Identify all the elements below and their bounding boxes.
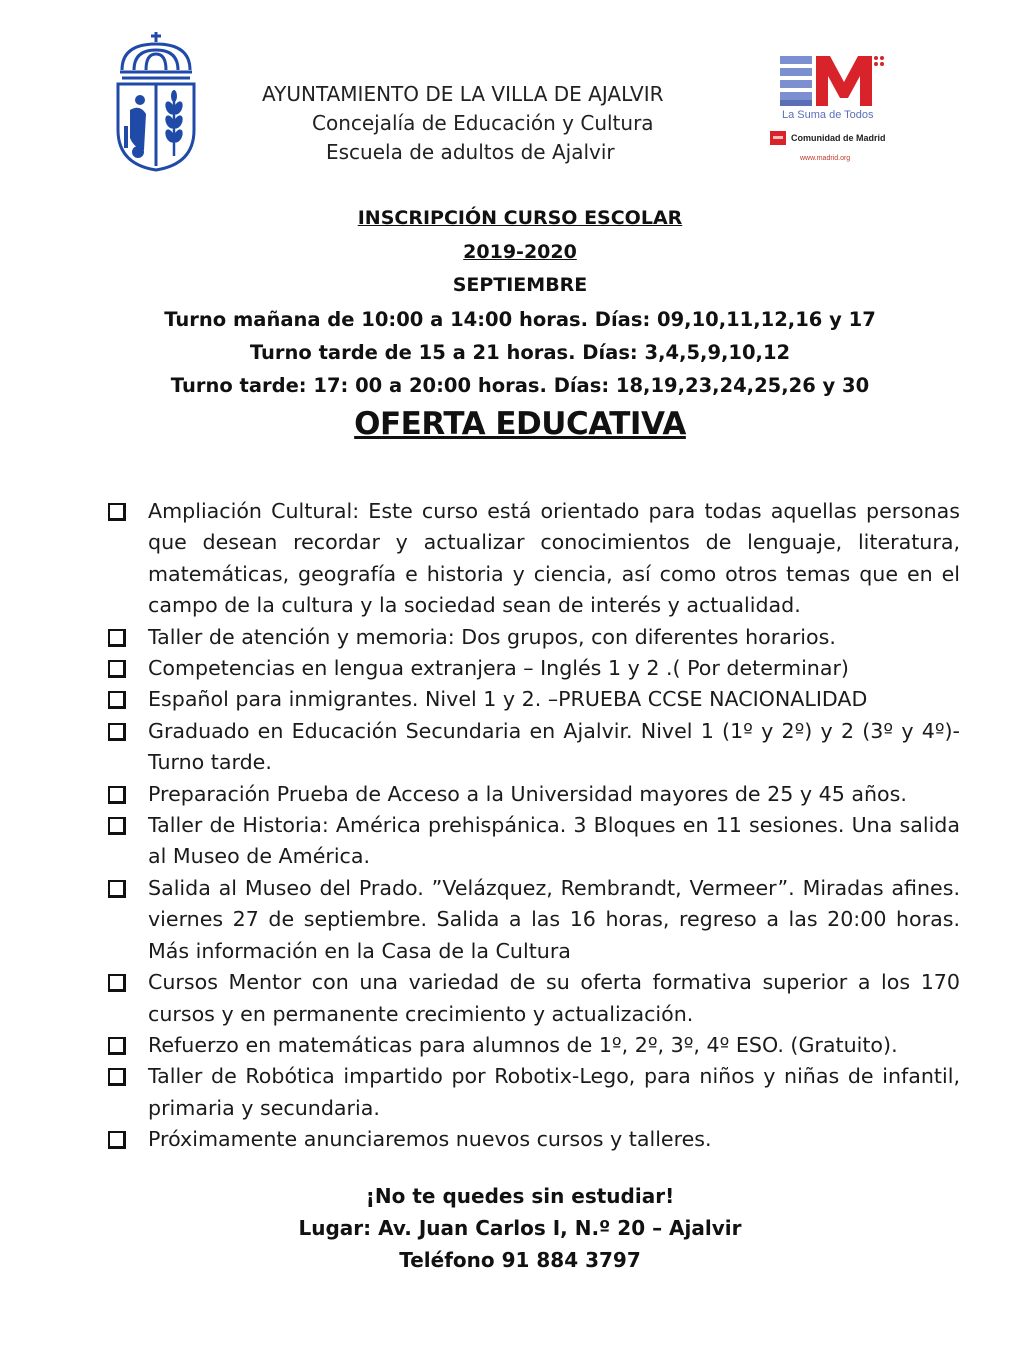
location: Lugar: Av. Juan Carlos I, N.º 20 – Ajalvir: [298, 1216, 742, 1240]
list-item: Taller de Robótica impartido por Robotix-Lego, para niños y niñas de infantil, primaria y secundaria.: [104, 1061, 960, 1124]
checkbox-icon: [108, 817, 126, 835]
cm-identity: [770, 131, 886, 145]
month-heading: SEPTIEMBRE: [452, 274, 588, 296]
checkbox-icon: [108, 691, 126, 709]
list-item: Español para inmigrantes. Nivel 1 y 2. –PRUEBA CCSE NACIONALIDAD: [104, 684, 960, 715]
org-name: AYUNTAMIENTO DE LA VILLA DE AJALVIR: [262, 82, 664, 106]
checkbox-icon: [108, 1037, 126, 1055]
cm-name: Comunidad de Madrid: [791, 133, 886, 143]
afternoon-shift-1: Turno tarde de 15 a 21 horas. Días: 3,4,5,9,10,12: [249, 341, 791, 364]
list-item: Salida al Museo del Prado. ”Velázquez, Rembrandt, Vermeer”. Miradas afines. viernes 27 de septiembre. Salida a las 16 horas, regreso a las 20:00 horas. Más información en la Casa de la Cultura: [104, 873, 960, 967]
madrid-flag-icon: [770, 131, 786, 145]
checkbox-icon: [108, 786, 126, 804]
checkbox-icon: [108, 723, 126, 741]
list-item: Graduado en Educación Secundaria en Ajalvir. Nivel 1 (1º y 2º) y 2 (3º y 4º)- Turno tarde.: [104, 716, 960, 779]
org-department: Concejalía de Educación y Cultura: [312, 111, 654, 135]
morning-shift: Turno mañana de 10:00 a 14:00 horas. Días: 09,10,11,12,16 y 17: [164, 308, 876, 331]
checkbox-icon: [108, 629, 126, 647]
list-item: Taller de Historia: América prehispánica. 3 Bloques en 11 sesiones. Una salida al Museo de América.: [104, 810, 960, 873]
cm-tagline: La Suma de Todos: [782, 109, 874, 121]
cm-url: www.madrid.org: [800, 155, 851, 162]
list-item: Taller de atención y memoria: Dos grupos, con diferentes horarios.: [104, 622, 960, 653]
ajalvir-crest-icon: [110, 30, 202, 172]
checkbox-icon: [108, 660, 126, 678]
school-year: 2019-2020: [463, 241, 577, 263]
phone: Teléfono 91 884 3797: [399, 1248, 641, 1272]
offer-list: [104, 496, 960, 1156]
list-item: Cursos Mentor con una variedad de su oferta formativa superior a los 170 cursos y en permanente crecimiento y actualización.: [104, 967, 960, 1030]
checkbox-icon: [108, 1068, 126, 1086]
organization-header: [262, 80, 702, 167]
list-item: Próximamente anunciaremos nuevos cursos y talleres.: [104, 1124, 960, 1155]
list-item: Refuerzo en matemáticas para alumnos de 1º, 2º, 3º, 4º ESO. (Gratuito).: [104, 1030, 960, 1061]
checkbox-icon: [108, 1131, 126, 1149]
offer-heading: OFERTA EDUCATIVA: [354, 406, 686, 442]
afternoon-shift-2: Turno tarde: 17: 00 a 20:00 horas. Días: 18,19,23,24,25,26 y 30: [170, 374, 870, 397]
checkbox-icon: [108, 880, 126, 898]
slogan: ¡No te quedes sin estudiar!: [365, 1184, 675, 1208]
list-item: Competencias en lengua extranjera – Inglés 1 y 2 .( Por determinar): [104, 653, 960, 684]
list-item: Preparación Prueba de Acceso a la Universidad mayores de 25 y 45 años.: [104, 779, 960, 810]
checkbox-icon: [108, 974, 126, 992]
list-item: Ampliación Cultural: Este curso está orientado para todas aquellas personas que desean recordar y actualizar conocimientos de lenguaje, literatura, matemáticas, geografía e historia y ciencia, así como otros temas que en el campo de la cultura y la sociedad sean de interés y actualidad.: [104, 496, 960, 622]
enrollment-title: INSCRIPCIÓN CURSO ESCOLAR: [357, 207, 683, 229]
org-school: Escuela de adultos de Ajalvir: [326, 140, 615, 164]
checkbox-icon: [108, 503, 126, 521]
